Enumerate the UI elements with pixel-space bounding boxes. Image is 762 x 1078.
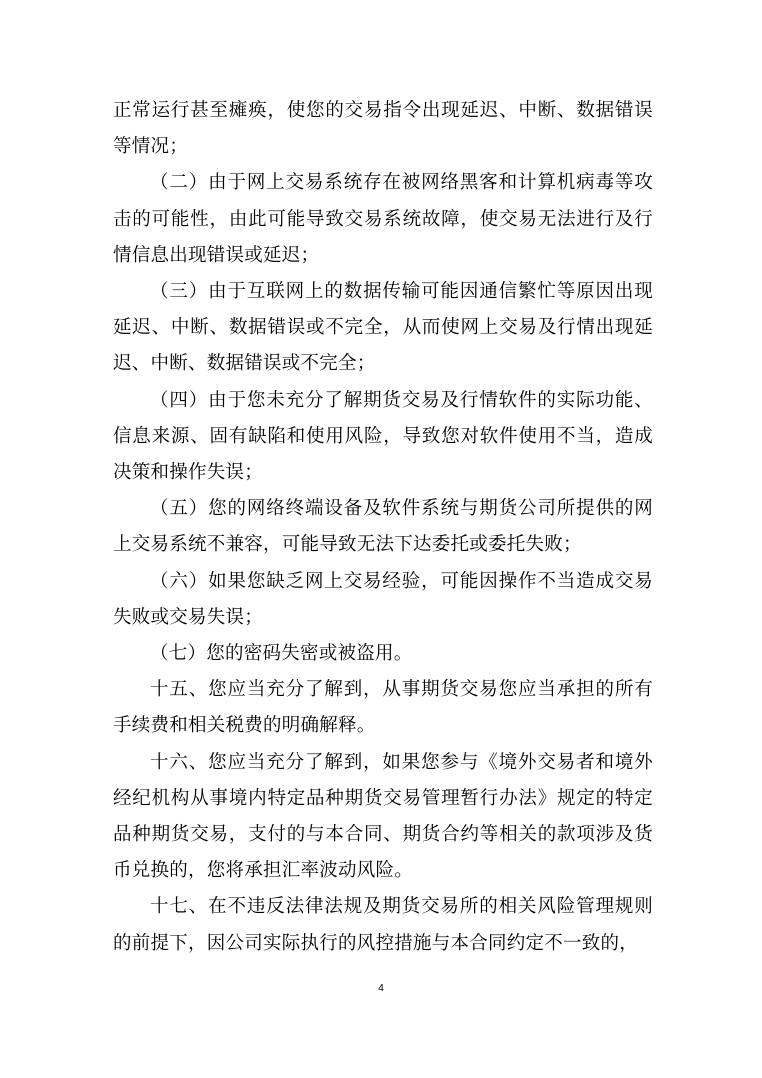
- paragraph-item-3: （三）由于互联网上的数据传输可能因通信繁忙等原因出现延迟、中断、数据错误或不完全，从而使网上交易及行情出现延迟、中断、数据错误或不完全；: [113, 281, 653, 375]
- paragraph-item-7: （七）您的密码失密或被盗用。: [150, 643, 413, 665]
- page-number: 4: [378, 983, 384, 994]
- paragraph-continuation: 正常运行甚至瘫痪，使您的交易指令出现延迟、中断、数据错误等情况；: [113, 100, 653, 158]
- document-body: [113, 93, 653, 962]
- paragraph-item-2: （二）由于网上交易系统存在被网络黑客和计算机病毒等攻击的可能性，由此可能导致交易系统故障，使交易无法进行及行情信息出现错误或延迟；: [113, 172, 653, 266]
- paragraph-item-6: （六）如果您缺乏网上交易经验，可能因操作不当造成交易失败或交易失误；: [113, 570, 653, 628]
- paragraph-clause-15: 十五、您应当充分了解到，从事期货交易您应当承担的所有手续费和相关税费的明确解释。: [113, 679, 653, 737]
- paragraph-clause-16: 十六、您应当充分了解到，如果您参与《境外交易者和境外经纪机构从事境内特定品种期货交易管理暂行办法》规定的特定品种期货交易，支付的与本合同、期货合约等相关的款项涉及货币兑换的，您将承担汇率波动风险。: [113, 751, 653, 882]
- paragraph-item-5: （五）您的网络终端设备及软件系统与期货公司所提供的网上交易系统不兼容，可能导致无法下达委托或委托失败；: [113, 498, 653, 556]
- paragraph-item-4: （四）由于您未充分了解期货交易及行情软件的实际功能、信息来源、固有缺陷和使用风险，导致您对软件使用不当，造成决策和操作失误；: [113, 389, 653, 484]
- paragraph-clause-17: 十七、在不违反法律法规及期货交易所的相关风险管理规则的前提下，因公司实际执行的风控措施与本合同约定不一致的，: [113, 896, 653, 954]
